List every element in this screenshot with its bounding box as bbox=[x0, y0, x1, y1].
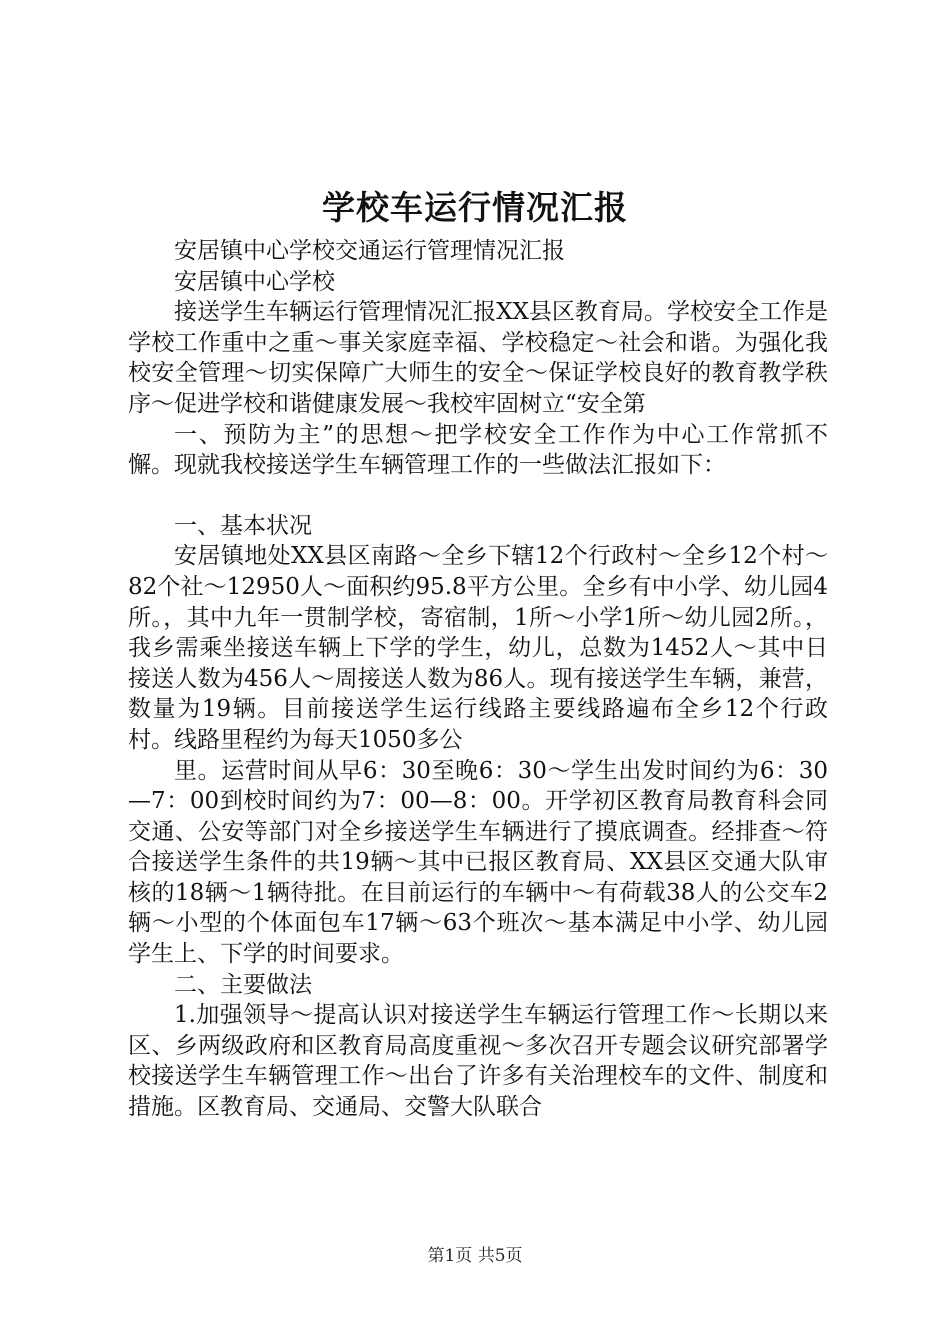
paragraph-prevention: 一、预防为主”的思想～把学校安全工作作为中心工作常抓不懈。现就我校接送学生车辆管理工作的一些做法汇报如下： bbox=[128, 421, 828, 479]
document-title: 学校车运行情况汇报 bbox=[322, 188, 628, 227]
paragraph-basic-status: 安居镇地处XX县区南路～全乡下辖12个行政村～全乡12个村～82个社～12950人～面积约95.8平方公里。全乡有中小学、幼儿园4所。，其中九年一贯制学校，寄宿制，1所～小学1所～幼儿园2所。，我乡需乘坐接送车辆上下学的学生，幼儿，总数为1452人～其中日接送人数为456人～周接送人数为86人。现有接送学生车辆，兼营，数量为19辆。目前接送学生运行线路主要线路遍布全乡12个行政村。线路里程约为每天1050多公 bbox=[128, 543, 828, 753]
page-number-footer: 第1页 共5页 bbox=[427, 1246, 523, 1266]
paragraph-leadership: 1.加强领导～提高认识对接送学生车辆运行管理工作～长期以来区、乡两级政府和区教育局高度重视～多次召开专题会议研究部署学校接送学生车辆管理工作～出台了许多有关治理校车的文件、制度和措施。区教育局、交通局、交警大队联合 bbox=[128, 1002, 828, 1121]
paragraph-operation-time: 里。运营时间从早6：30至晚6：30～学生出发时间约为6：30—7：00到校时间约为7：00—8：00。开学初区教育局教育科会同交通、公安等部门对全乡接送学生车辆进行了摸底调查。经排查～符合接送学生条件的共19辆～其中已报区教育局、XX县区交通大队审核的18辆～1辆待批。在目前运行的车辆中～有荷载38人的公交车2辆～小型的个体面包车17辆～63个班次～基本满足中小学、幼儿园学生上、下学的时间要求。 bbox=[128, 757, 828, 968]
document-body bbox=[128, 236, 828, 1123]
section-heading-basic-status: 一、基本状况 bbox=[174, 512, 312, 539]
paragraph-report-title: 安居镇中心学校交通运行管理情况汇报 bbox=[174, 238, 565, 264]
paragraph-school-name: 安居镇中心学校 bbox=[174, 268, 335, 295]
paragraph-intro: 接送学生车辆运行管理情况汇报XX县区教育局。学校安全工作是学校工作重中之重～事关家庭幸福、学校稳定～社会和谐。为强化我校安全管理～切实保障广大师生的安全～保证学校良好的教育教学秩序～促进学校和谐健康发展～我校牢固树立“安全第 bbox=[128, 299, 828, 417]
section-heading-main-practices: 二、主要做法 bbox=[174, 971, 312, 998]
